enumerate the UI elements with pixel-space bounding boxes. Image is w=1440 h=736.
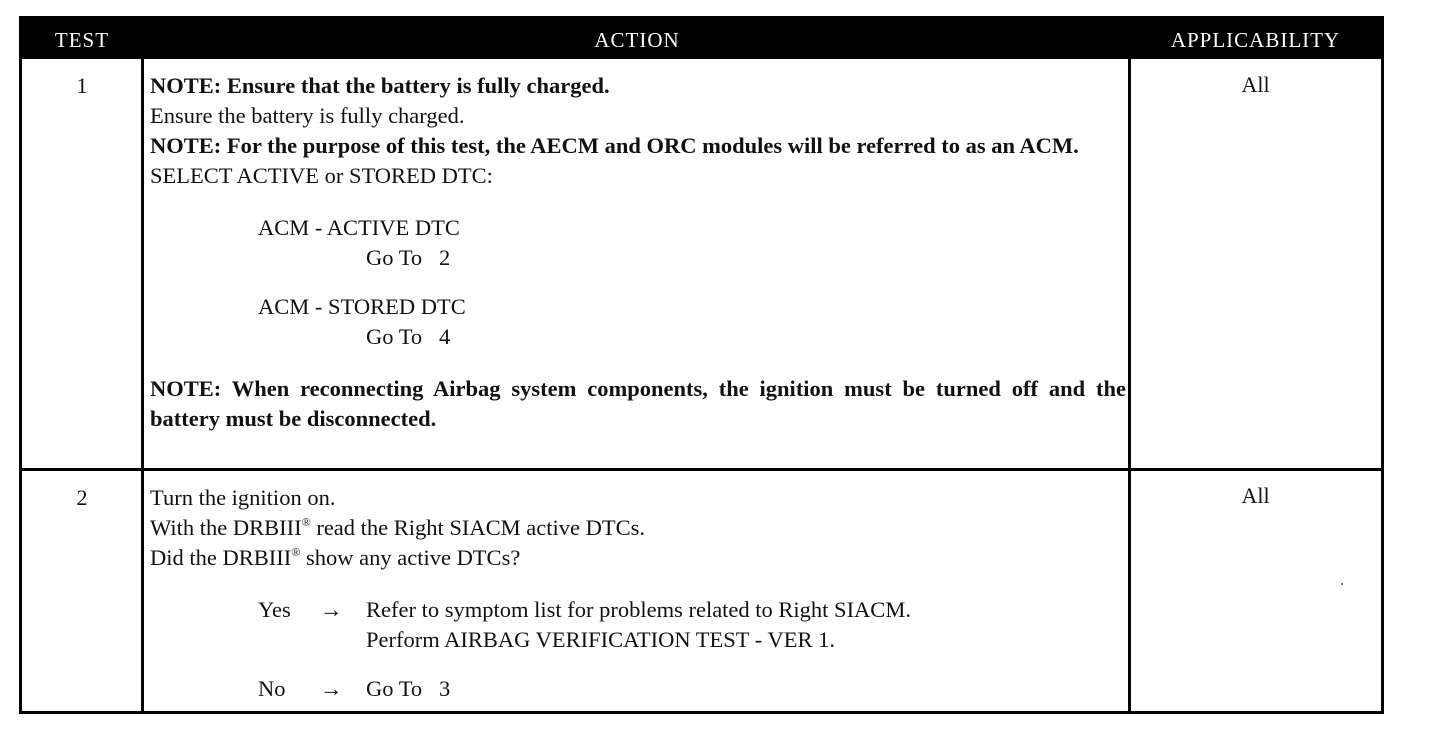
row1-applicability: All: [1241, 72, 1270, 97]
no-label: No: [258, 676, 286, 701]
goto-label: Go To: [366, 324, 423, 349]
column-divider-test: [141, 59, 144, 714]
scan-speck: [1341, 583, 1343, 585]
row1-option-active-goto: [150, 243, 1126, 273]
row1-instruction: Ensure the battery is fully charged.: [150, 103, 465, 128]
table-header: [22, 19, 1381, 59]
row1-option-stored: ACM - STORED DTC: [258, 294, 466, 319]
header-test: TEST: [54, 28, 110, 52]
row1-note-battery: NOTE: Ensure that the battery is fully charged.: [150, 73, 610, 98]
header-applicability: APPLICABILITY: [1170, 28, 1341, 52]
row1-option-stored-goto: [150, 322, 1126, 352]
row2-response-yes: [150, 595, 1126, 655]
diagnostic-test-table: [19, 16, 1384, 714]
row1-note-modules: NOTE: For the purpose of this test, the AECM and ORC modules will be referred to as an ACM.: [150, 133, 1079, 158]
row1-prompt: SELECT ACTIVE or STORED DTC:: [150, 163, 493, 188]
row1-test-number: 1: [76, 73, 88, 98]
column-divider-applicability: [1128, 59, 1131, 714]
registered-mark: ®: [291, 545, 301, 559]
goto-target: 2: [439, 245, 451, 270]
arrow-right-icon: →: [320, 676, 343, 701]
row-divider: [22, 468, 1381, 471]
yes-label: Yes: [258, 597, 291, 622]
goto-target: 4: [439, 324, 451, 349]
goto-label: Go To: [366, 245, 423, 270]
yes-text-verification: Perform AIRBAG VERIFICATION TEST - VER 1.: [366, 627, 835, 652]
row2-test-number: 2: [76, 485, 88, 510]
row1-option-active: ACM - ACTIVE DTC: [258, 215, 460, 240]
header-action: ACTION: [594, 28, 680, 52]
row2-instruction-read: With the DRBIII® read the Right SIACM active DTCs.: [150, 515, 646, 540]
row2-instruction-ignition: Turn the ignition on.: [150, 485, 336, 510]
yes-text-symptom: Refer to symptom list for problems related to Right SIACM.: [366, 597, 911, 622]
row2-question: Did the DRBIII® show any active DTCs?: [150, 545, 521, 570]
row1-note-airbag: NOTE: When reconnecting Airbag system components, the ignition must be turned off and the battery must be disconnected.: [150, 376, 1126, 431]
registered-mark: ®: [301, 515, 311, 529]
row1-action: [150, 71, 1126, 434]
row2-response-no: [150, 674, 1126, 704]
arrow-right-icon: →: [320, 597, 343, 622]
row2-applicability: All: [1241, 483, 1270, 508]
row2-action: [150, 483, 1126, 704]
goto-target: 3: [439, 676, 451, 701]
goto-label: Go To: [366, 676, 423, 701]
